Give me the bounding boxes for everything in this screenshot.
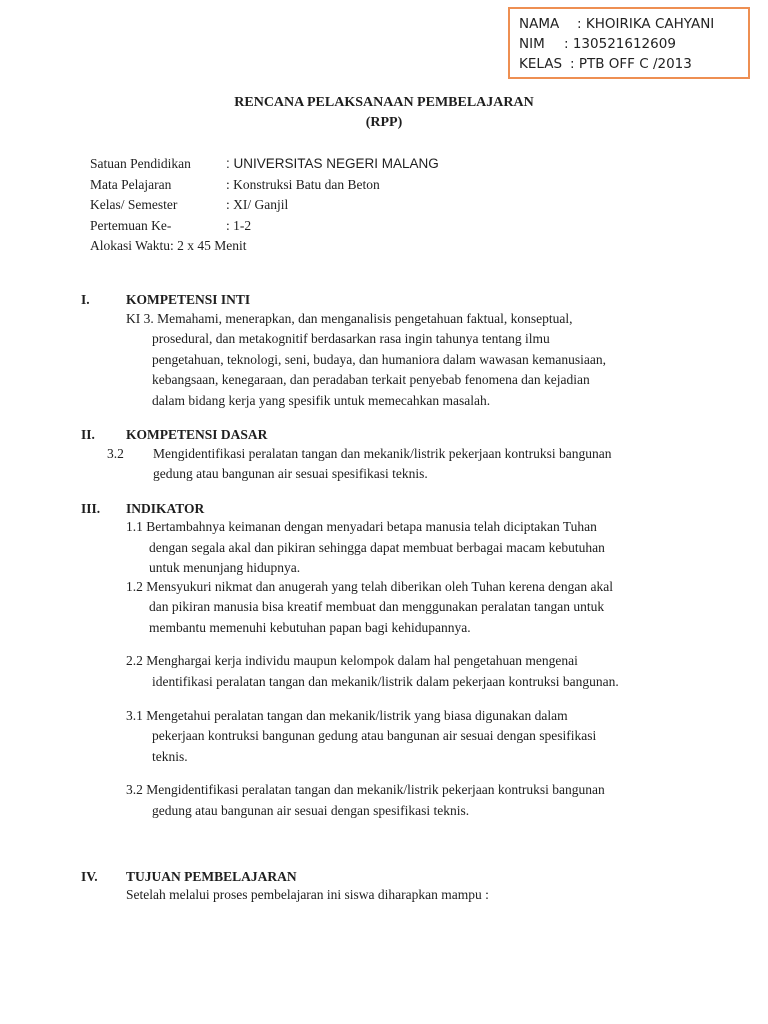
info-value-pertemuan: : 1-2 — [226, 218, 252, 233]
indicator-line: 3.1 Mengetahui peralatan tangan dan mekanik/listrik yang biasa digunakan dalam — [126, 708, 568, 723]
info-label-pertemuan: Pertemuan Ke- — [90, 218, 172, 233]
section3-heading: INDIKATOR — [126, 501, 205, 516]
nim-value: : 130521612609 — [564, 36, 676, 52]
indicator-line: 1.1 Bertambahnya keimanan dengan menyadari betapa manusia telah diciptakan Tuhan — [126, 519, 597, 534]
nama-row — [519, 14, 748, 34]
section4-line: Setelah melalui proses pembelajaran ini siswa diharapkan mampu : — [126, 887, 489, 902]
section1-line: prosedural, dan metakognitif berdasarkan rasa ingin tahunya tentang ilmu — [152, 331, 550, 346]
section2-line: gedung atau bangunan air sesuai spesifikasi teknis. — [153, 466, 428, 481]
indicator-line: pekerjaan kontruksi bangunan gedung atau bangunan air sesuai dengan spesifikasi — [152, 728, 597, 743]
nim-row — [519, 34, 748, 54]
section2-number: II. — [81, 427, 95, 442]
kelas-value: : PTB OFF C /2013 — [570, 56, 692, 72]
indicator-line: dan pikiran manusia bisa kreatif membuat dan menggunakan peralatan tangan untuk — [149, 599, 605, 614]
indicator-line: untuk menunjang hidupnya. — [149, 560, 301, 575]
document-title: RENCANA PELAKSANAAN PEMBELAJARAN — [234, 95, 534, 110]
info-label-mapel: Mata Pelajaran — [90, 177, 172, 192]
kelas-row — [519, 54, 748, 74]
section2-heading: KOMPETENSI DASAR — [126, 427, 268, 442]
identity-box — [508, 7, 750, 79]
section2-line: Mengidentifikasi peralatan tangan dan mekanik/listrik pekerjaan kontruksi bangunan — [153, 446, 612, 461]
section4-number: IV. — [81, 869, 98, 884]
indicator-line: 2.2 Menghargai kerja individu maupun kelompok dalam hal pengetahuan mengenai — [126, 653, 578, 668]
info-label-satuan: Satuan Pendidikan — [90, 156, 191, 171]
section4-heading: TUJUAN PEMBELAJARAN — [126, 869, 297, 884]
section1-line: kebangsaan, kenegaraan, dan peradaban terkait penyebab fenomena dan kejadian — [152, 372, 590, 387]
nim-label: NIM — [519, 36, 545, 52]
indicator-line: teknis. — [152, 749, 188, 764]
section1-line: pengetahuan, teknologi, seni, budaya, dan humaniora dalam wawasan kemanusiaan, — [152, 352, 606, 367]
section1-heading: KOMPETENSI INTI — [126, 292, 251, 307]
indicator-line: 1.2 Mensyukuri nikmat dan anugerah yang telah diberikan oleh Tuhan kerena dengan akal — [126, 579, 613, 594]
info-value-kelas: : XI/ Ganjil — [226, 197, 289, 212]
section1-number: I. — [81, 292, 90, 307]
indicator-line: identifikasi peralatan tangan dan mekanik/listrik dalam pekerjaan kontruksi bangunan. — [152, 674, 619, 689]
indicator-line: membantu memenuhi kebutuhan papan bagi kehidupannya. — [149, 620, 471, 635]
info-value-mapel: : Konstruksi Batu dan Beton — [226, 177, 380, 192]
info-value-satuan: : UNIVERSITAS NEGERI MALANG — [226, 156, 439, 171]
nama-label: NAMA — [519, 16, 560, 32]
info-alokasi: Alokasi Waktu: 2 x 45 Menit — [90, 238, 247, 253]
section3-number: III. — [81, 501, 101, 516]
section2-item-number: 3.2 — [107, 446, 124, 461]
kelas-label: KELAS — [519, 56, 563, 72]
indicator-line: gedung atau bangunan air sesuai dengan spesifikasi teknis. — [152, 803, 470, 818]
section1-line: dalam bidang kerja yang spesifik untuk memecahkan masalah. — [152, 393, 491, 408]
nama-value: : KHOIRIKA CAHYANI — [577, 16, 715, 32]
indicator-line: dengan segala akal dan pikiran sehingga dapat membuat berbagai macam kebutuhan — [149, 540, 605, 555]
info-label-kelas: Kelas/ Semester — [90, 197, 178, 212]
document-subtitle: (RPP) — [365, 115, 403, 130]
section1-line: KI 3. Memahami, menerapkan, dan menganalisis pengetahuan faktual, konseptual, — [126, 311, 573, 326]
indicator-line: 3.2 Mengidentifikasi peralatan tangan dan mekanik/listrik pekerjaan kontruksi bangunan — [126, 782, 605, 797]
